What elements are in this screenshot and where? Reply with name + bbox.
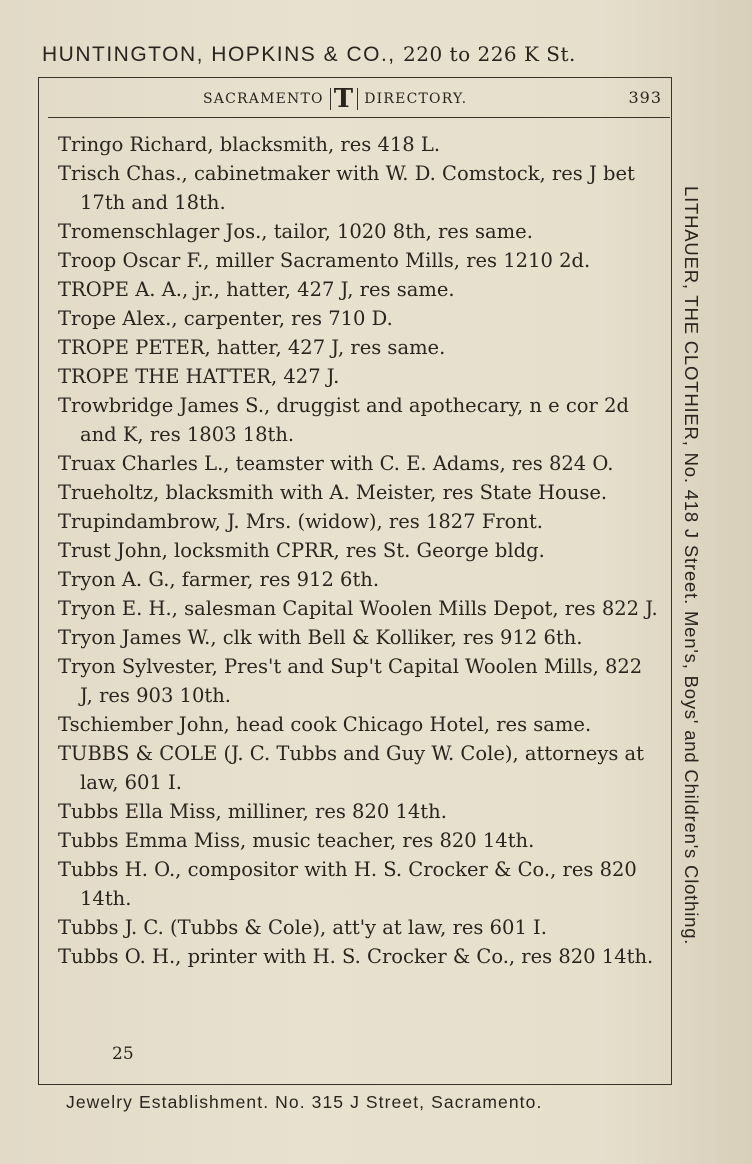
directory-entry: TROPE PETER, hatter, 427 J, res same. [58, 336, 446, 359]
directory-entry: Truax Charles L., teamster with C. E. Adams, res 824 O. [58, 452, 614, 475]
directory-entry: Tubbs H. O., compositor with H. S. Crocker & Co., res 820 14th. [58, 858, 637, 910]
directory-entry: Tryon Sylvester, Pres't and Sup't Capital Woolen Mills, 822 J, res 903 10th. [58, 655, 643, 707]
directory-entry: Tubbs J. C. (Tubbs & Cole), att'y at law, res 601 I. [58, 916, 547, 939]
directory-entry: Tryon A. G., farmer, res 912 6th. [58, 568, 380, 591]
header-letter: T [330, 88, 359, 110]
directory-entry: Troop Oscar F., miller Sacramento Mills, res 1210 2d. [58, 249, 591, 272]
side-advertisement [680, 186, 712, 986]
side-ad-text: LITHAUER, THE CLOTHIER, No. 418 J Street. Men's, Boys' and Children's Clothing. [681, 186, 702, 946]
directory-entry: Tschiember John, head cook Chicago Hotel, res same. [58, 713, 592, 736]
directory-entry: Tubbs Ella Miss, milliner, res 820 14th. [58, 800, 447, 823]
running-header [48, 82, 670, 118]
directory-entry: Tringo Richard, blacksmith, res 418 L. [58, 133, 441, 156]
header-city: SACRAMENTO [203, 91, 324, 107]
signature-mark: 25 [112, 1044, 134, 1064]
directory-entry: Tryon James W., clk with Bell & Kolliker, res 912 6th. [58, 626, 583, 649]
directory-entry: Trueholtz, blacksmith with A. Meister, res State House. [58, 481, 608, 504]
directory-entry: Trope Alex., carpenter, res 710 D. [58, 307, 393, 330]
directory-entry: Trupindambrow, J. Mrs. (widow), res 1827 Front. [58, 510, 544, 533]
directory-entry: TROPE THE HATTER, 427 J. [58, 365, 340, 388]
top-advertisement [42, 42, 687, 67]
directory-entry: Tubbs Emma Miss, music teacher, res 820 14th. [58, 829, 535, 852]
directory-entries [58, 130, 658, 971]
directory-entry: Trowbridge James S., druggist and apothecary, n e cor 2d and K, res 1803 18th. [58, 394, 629, 446]
directory-entry: Trust John, locksmith CPRR, res St. George bldg. [58, 539, 545, 562]
directory-entry: Tubbs O. H., printer with H. S. Crocker & Co., res 820 14th. [58, 945, 654, 968]
directory-entry: Tryon E. H., salesman Capital Woolen Mills Depot, res 822 J. [58, 597, 658, 620]
top-ad-firm: HUNTINGTON, HOPKINS & CO., [42, 43, 396, 66]
header-directory: DIRECTORY. [364, 91, 468, 107]
directory-entry: Tromenschlager Jos., tailor, 1020 8th, res same. [58, 220, 533, 243]
header-title [203, 84, 468, 114]
directory-entry: Trisch Chas., cabinetmaker with W. D. Comstock, res J bet 17th and 18th. [58, 162, 635, 214]
directory-entry: TUBBS & COLE (J. C. Tubbs and Guy W. Cole), attorneys at law, 601 I. [58, 742, 644, 794]
bottom-advertisement: Jewelry Establishment. No. 315 J Street, Sacramento. [66, 1092, 543, 1112]
top-ad-address: 220 to 226 K St. [403, 42, 576, 66]
directory-entry: TROPE A. A., jr., hatter, 427 J, res same. [58, 278, 455, 301]
page-number: 393 [628, 88, 662, 107]
